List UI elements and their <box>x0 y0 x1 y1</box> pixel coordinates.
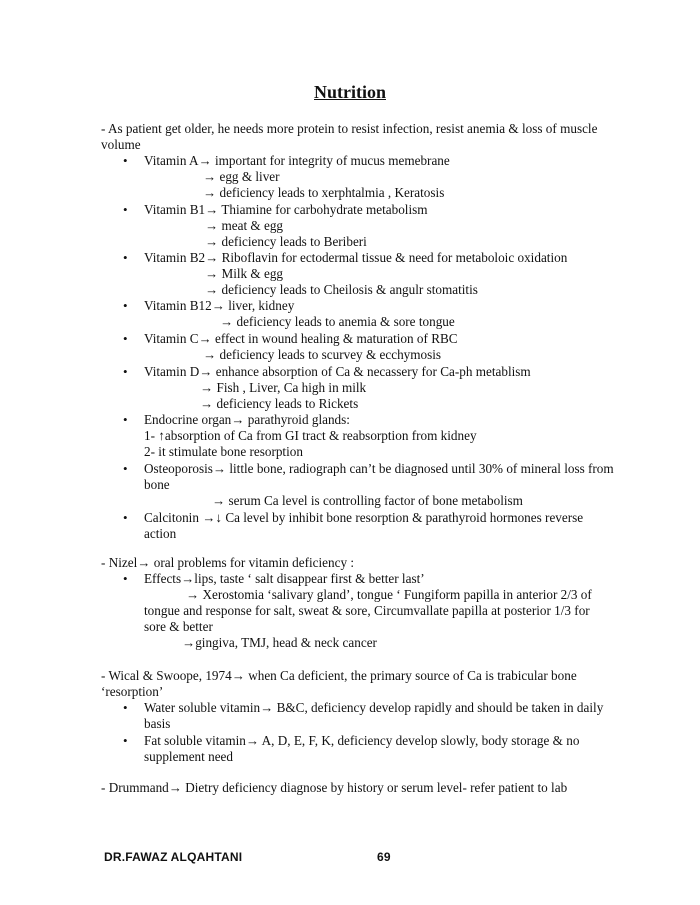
vitamin-a-deficiency: → deficiency leads to xerphtalmia , Keratosis <box>203 185 445 200</box>
bullet-icon: • <box>123 571 128 586</box>
bullet-icon: • <box>123 331 128 346</box>
vitamin-d-source: → Fish , Liver, Ca high in milk <box>200 380 367 395</box>
effects-gingiva: →gingiva, TMJ, head & neck cancer <box>182 635 377 650</box>
vitamin-c-line: Vitamin C→ effect in wound healing & maturation of RBC <box>144 331 458 346</box>
intro-paragraph: - As patient get older, he needs more protein to resist infection, resist anemia & loss of muscle volume <box>101 121 598 152</box>
osteoporosis-line: Osteoporosis→ little bone, radiograph can’t be diagnosed until 30% of mineral loss from bone <box>144 461 614 492</box>
vitamin-b1-source: → meat & egg <box>205 218 284 233</box>
footer-author: DR.FAWAZ ALQAHTANI <box>104 850 243 864</box>
bullet-icon: • <box>123 412 128 427</box>
osteoporosis-note: → serum Ca level is controlling factor of bone metabolism <box>212 493 523 508</box>
bullet-icon: • <box>123 202 128 217</box>
bullet-icon: • <box>123 153 128 168</box>
vitamin-b1-deficiency: → deficiency leads to Beriberi <box>205 234 367 249</box>
page-title: Nutrition <box>314 82 386 102</box>
water-soluble-line: Water soluble vitamin→ B&C, deficiency develop rapidly and should be taken in daily basis <box>144 700 604 731</box>
vitamin-b2-line: Vitamin B2→ Riboflavin for ectodermal tissue & need for metaboloic oxidation <box>144 250 568 265</box>
endocrine-point-2: 2- it stimulate bone resorption <box>144 444 303 459</box>
bullet-icon: • <box>123 461 128 476</box>
effects-detail: → Xerostomia ‘salivary gland’, tongue ‘ Fungiform papilla in anterior 2/3 of tongue and response for salt, sweat & sore, Circumvallate papilla at posterior 1/3 for sore & better <box>144 587 592 634</box>
endocrine-line: Endocrine organ→ parathyroid glands: <box>144 412 350 427</box>
bullet-icon: • <box>123 298 128 313</box>
vitamin-b2-source: → Milk & egg <box>205 266 284 281</box>
vitamin-b2-deficiency: → deficiency leads to Cheilosis & angulr stomatitis <box>205 282 478 297</box>
bullet-icon: • <box>123 700 128 715</box>
vitamin-b1-line: Vitamin B1→ Thiamine for carbohydrate metabolism <box>144 202 428 217</box>
nizel-line: - Nizel→ oral problems for vitamin deficiency : <box>101 555 355 570</box>
vitamin-a-source: → egg & liver <box>203 169 280 184</box>
bullet-icon: • <box>123 364 128 379</box>
vitamin-b12-deficiency: → deficiency leads to anemia & sore tongue <box>220 314 455 329</box>
page-number: 69 <box>377 850 391 864</box>
endocrine-point-1: 1- ↑absorption of Ca from GI tract & reabsorption from kidney <box>144 428 477 443</box>
calcitonin-line: Calcitonin →↓ Ca level by inhibit bone resorption & parathyroid hormones reverse action <box>144 510 584 541</box>
effects-line: Effects→lips, taste ‘ salt disappear first & better last’ <box>144 571 425 586</box>
fat-soluble-line: Fat soluble vitamin→ A, D, E, F, K, deficiency develop slowly, body storage & no supplement need <box>144 733 580 764</box>
bullet-icon: • <box>123 733 128 748</box>
vitamin-d-deficiency: → deficiency leads to Rickets <box>200 396 359 411</box>
wical-paragraph: - Wical & Swoope, 1974→ when Ca deficient, the primary source of Ca is trabicular bone ‘resorption’ <box>101 668 577 699</box>
vitamin-d-line: Vitamin D→ enhance absorption of Ca & necassery for Ca-ph metablism <box>144 364 531 379</box>
vitamin-c-deficiency: → deficiency leads to scurvey & ecchymosis <box>203 347 442 362</box>
bullet-icon: • <box>123 510 128 525</box>
bullet-icon: • <box>123 250 128 265</box>
vitamin-a-line: Vitamin A→ important for integrity of mucus memebrane <box>144 153 450 168</box>
vitamin-b12-line: Vitamin B12→ liver, kidney <box>144 298 295 313</box>
drummand-line: - Drummand→ Dietry deficiency diagnose by history or serum level- refer patient to lab <box>101 780 568 795</box>
